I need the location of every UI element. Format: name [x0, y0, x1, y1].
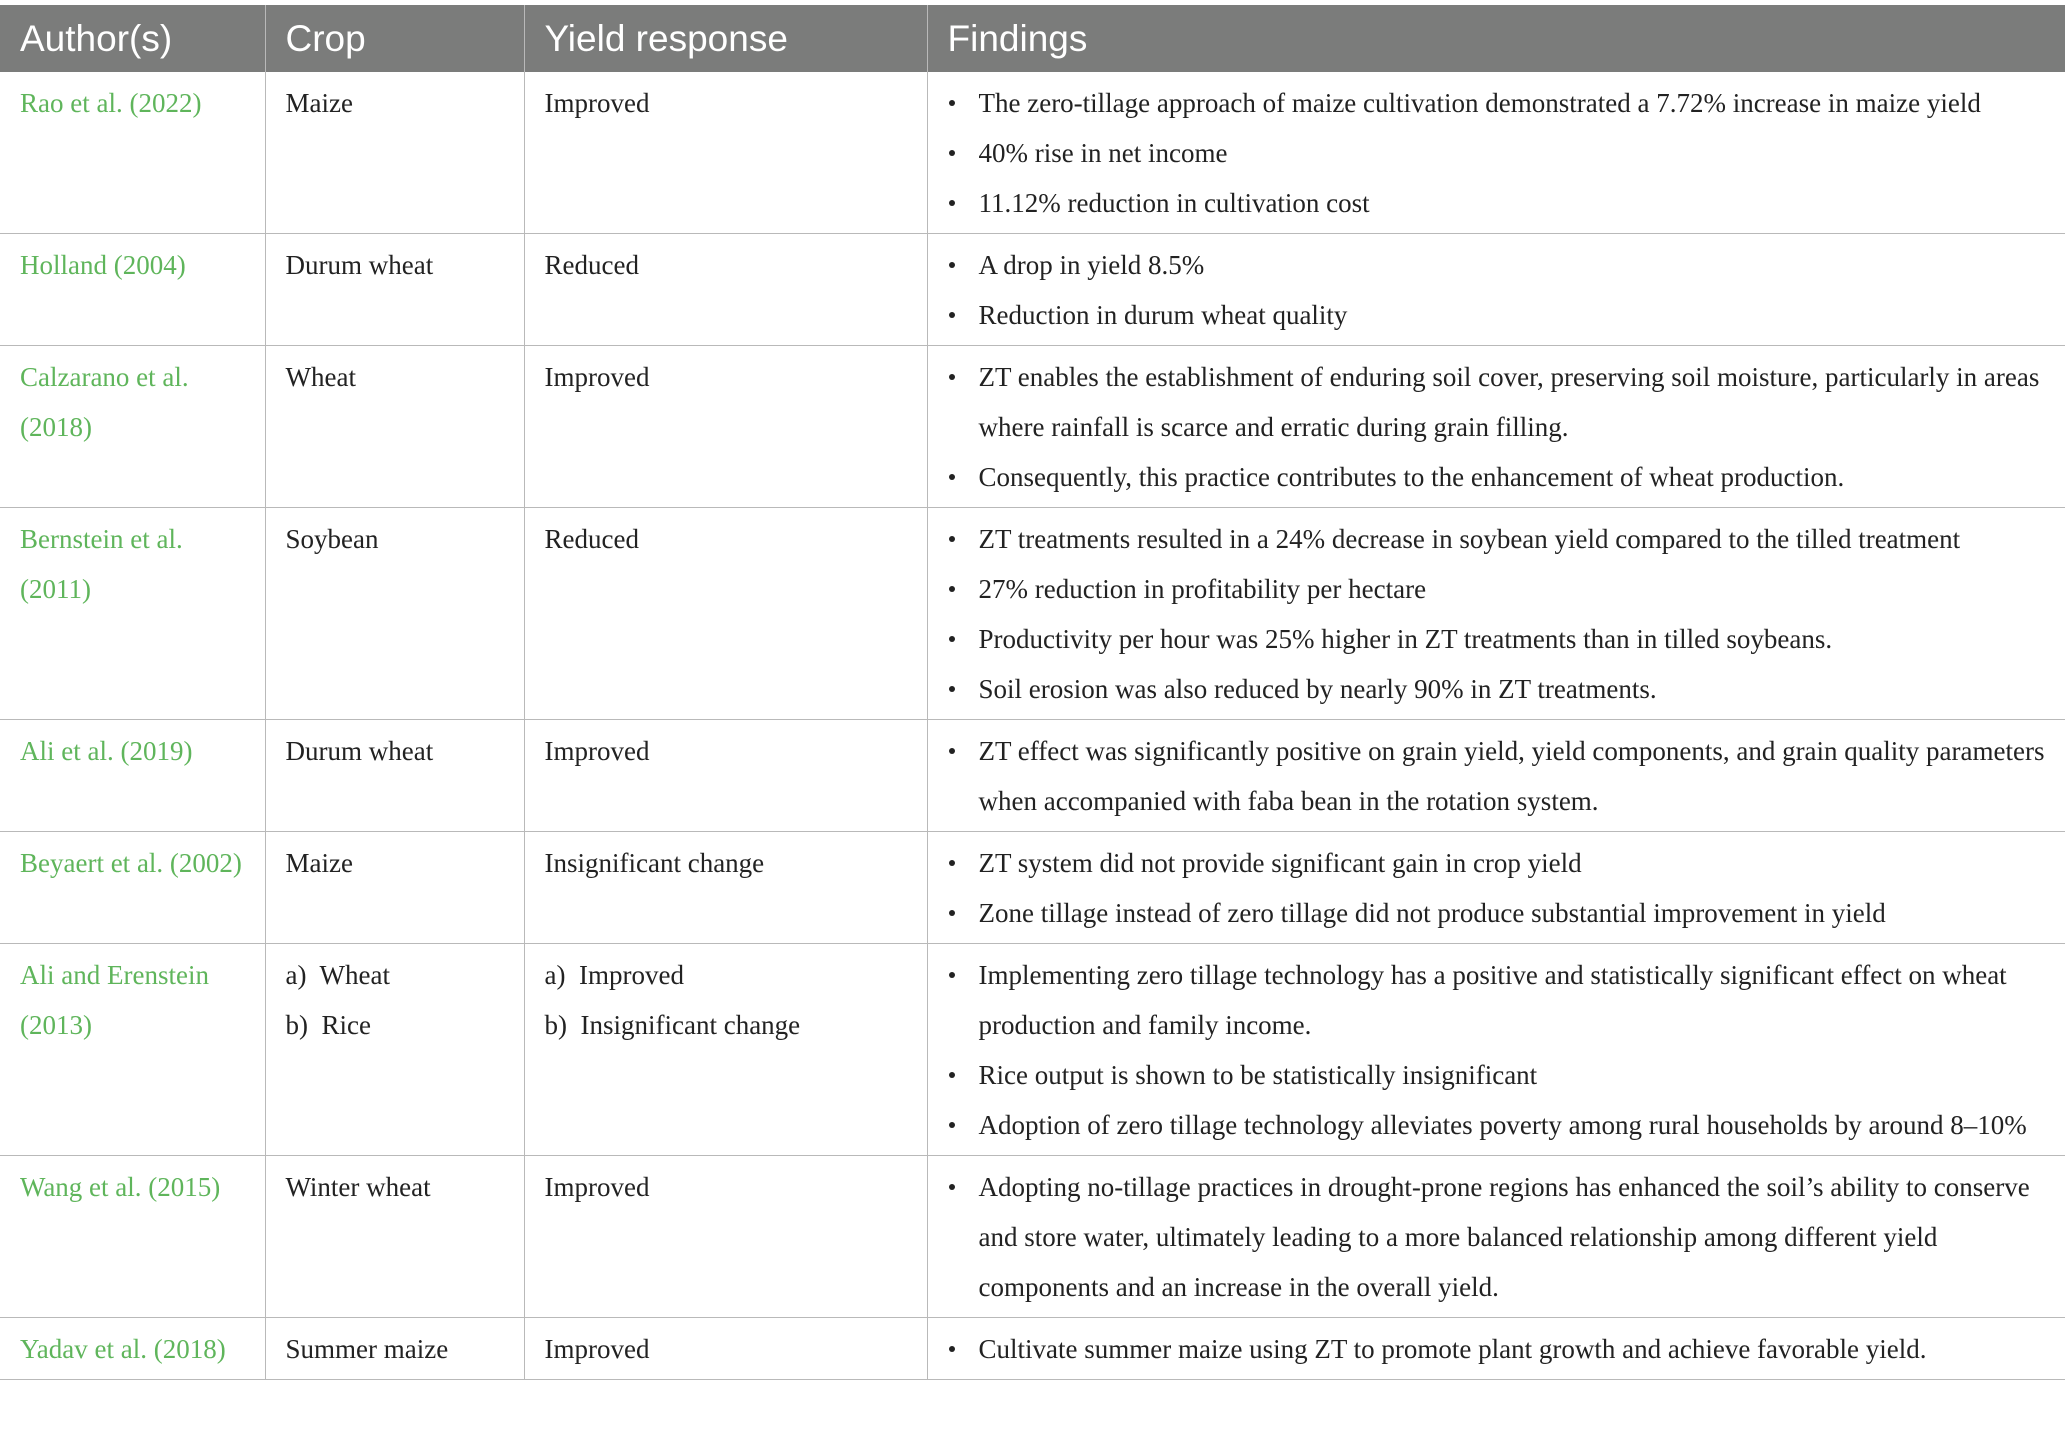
findings-table [0, 5, 2065, 1380]
yield-response-cell [524, 508, 927, 720]
header-row [0, 5, 2065, 72]
table-row [0, 720, 2065, 832]
table-row [0, 508, 2065, 720]
crop-text: Durum wheat [285, 250, 434, 280]
crop-cell [265, 1156, 524, 1318]
finding-item: A drop in yield 8.5% [944, 240, 2058, 290]
findings-list [944, 838, 2058, 938]
table-row [0, 1156, 2065, 1318]
findings-cell [927, 720, 2065, 832]
finding-item: ZT system did not provide significant gain in crop yield [944, 838, 2058, 888]
findings-cell [927, 1156, 2065, 1318]
crop-text: Soybean [285, 524, 379, 554]
yield-response-cell [524, 1156, 927, 1318]
findings-list [944, 726, 2058, 826]
crop-text: b) Rice [285, 1010, 371, 1040]
finding-item: Rice output is shown to be statistically insignificant [944, 1050, 2058, 1100]
finding-item: ZT effect was significantly positive on grain yield, yield components, and grain quality parameters when accompanied with faba bean in the rotation system. [944, 726, 2058, 826]
finding-item: ZT treatments resulted in a 24% decrease in soybean yield compared to the tilled treatment [944, 514, 2058, 564]
crop-cell [265, 720, 524, 832]
findings-cell [927, 508, 2065, 720]
header-author: Author(s) [0, 5, 265, 72]
table-header [0, 5, 2065, 72]
finding-item: Productivity per hour was 25% higher in ZT treatments than in tilled soybeans. [944, 614, 2058, 664]
findings-cell [927, 832, 2065, 944]
yield-response-cell [524, 1318, 927, 1380]
crop-cell [265, 1318, 524, 1380]
crop-cell [265, 832, 524, 944]
finding-item: Consequently, this practice contributes to the enhancement of wheat production. [944, 452, 2058, 502]
finding-item: Implementing zero tillage technology has a positive and statistically significant effect on wheat production and family income. [944, 950, 2058, 1050]
table-row [0, 234, 2065, 346]
author-cell: Bernstein et al. (2011) [0, 508, 265, 720]
finding-item: Adopting no-tillage practices in drought-prone regions has enhanced the soil’s ability to conserve and store water, ultimately leading to a more balanced relationship among different yield components and an increase in the overall yield. [944, 1162, 2058, 1312]
findings-list [944, 352, 2058, 502]
finding-item: Soil erosion was also reduced by nearly 90% in ZT treatments. [944, 664, 2058, 714]
finding-item: 40% rise in net income [944, 128, 2058, 178]
yield-response-text: Improved [544, 736, 650, 766]
yield-response-cell [524, 346, 927, 508]
crop-text: Winter wheat [285, 1172, 431, 1202]
yield-response-text: Improved [544, 1172, 650, 1202]
crop-text: Maize [285, 848, 353, 878]
header-findings: Findings [927, 5, 2065, 72]
table-row [0, 346, 2065, 508]
crop-cell [265, 944, 524, 1156]
table-row [0, 72, 2065, 234]
findings-list [944, 514, 2058, 714]
yield-response-text: Insignificant change [544, 848, 765, 878]
yield-response-cell [524, 720, 927, 832]
findings-cell [927, 72, 2065, 234]
author-cell: Holland (2004) [0, 234, 265, 346]
yield-response-text: Improved [544, 362, 650, 392]
table-body [0, 72, 2065, 1380]
crop-text: Maize [285, 88, 353, 118]
finding-item: Reduction in durum wheat quality [944, 290, 2058, 340]
table-row [0, 944, 2065, 1156]
findings-cell [927, 1318, 2065, 1380]
findings-list [944, 1162, 2058, 1312]
crop-cell [265, 72, 524, 234]
yield-response-text: Improved [544, 1334, 650, 1364]
table-row [0, 832, 2065, 944]
crop-cell [265, 234, 524, 346]
findings-list [944, 1324, 2058, 1374]
finding-item: ZT enables the establishment of enduring soil cover, preserving soil moisture, particularly in areas where rainfall is scarce and erratic during grain filling. [944, 352, 2058, 452]
yield-response-text: a) Improved [544, 960, 684, 990]
finding-item: Zone tillage instead of zero tillage did not produce substantial improvement in yield [944, 888, 2058, 938]
author-cell: Wang et al. (2015) [0, 1156, 265, 1318]
finding-item: Cultivate summer maize using ZT to promote plant growth and achieve favorable yield. [944, 1324, 2058, 1374]
crop-text: Wheat [285, 362, 356, 392]
yield-response-cell [524, 72, 927, 234]
crop-text: Summer maize [285, 1334, 449, 1364]
crop-text: a) Wheat [285, 960, 390, 990]
author-cell: Yadav et al. (2018) [0, 1318, 265, 1380]
findings-cell [927, 944, 2065, 1156]
findings-cell [927, 234, 2065, 346]
finding-item: The zero-tillage approach of maize cultivation demonstrated a 7.72% increase in maize yield [944, 78, 2058, 128]
yield-response-cell [524, 944, 927, 1156]
findings-list [944, 240, 2058, 340]
finding-item: Adoption of zero tillage technology alleviates poverty among rural households by around 8–10% [944, 1100, 2058, 1150]
finding-item: 27% reduction in profitability per hectare [944, 564, 2058, 614]
yield-response-cell [524, 234, 927, 346]
yield-response-text: Reduced [544, 524, 639, 554]
crop-cell [265, 508, 524, 720]
finding-item: 11.12% reduction in cultivation cost [944, 178, 2058, 228]
table-row [0, 1318, 2065, 1380]
findings-list [944, 950, 2058, 1150]
author-cell: Ali et al. (2019) [0, 720, 265, 832]
author-cell: Ali and Erenstein (2013) [0, 944, 265, 1156]
findings-list [944, 78, 2058, 228]
crop-cell [265, 346, 524, 508]
yield-response-cell [524, 832, 927, 944]
header-crop: Crop [265, 5, 524, 72]
yield-response-text: b) Insignificant change [544, 1010, 801, 1040]
author-cell: Calzarano et al. (2018) [0, 346, 265, 508]
yield-response-text: Reduced [544, 250, 639, 280]
author-cell: Beyaert et al. (2002) [0, 832, 265, 944]
crop-text: Durum wheat [285, 736, 434, 766]
yield-response-text: Improved [544, 88, 650, 118]
header-yield-response: Yield response [524, 5, 927, 72]
author-cell: Rao et al. (2022) [0, 72, 265, 234]
findings-cell [927, 346, 2065, 508]
